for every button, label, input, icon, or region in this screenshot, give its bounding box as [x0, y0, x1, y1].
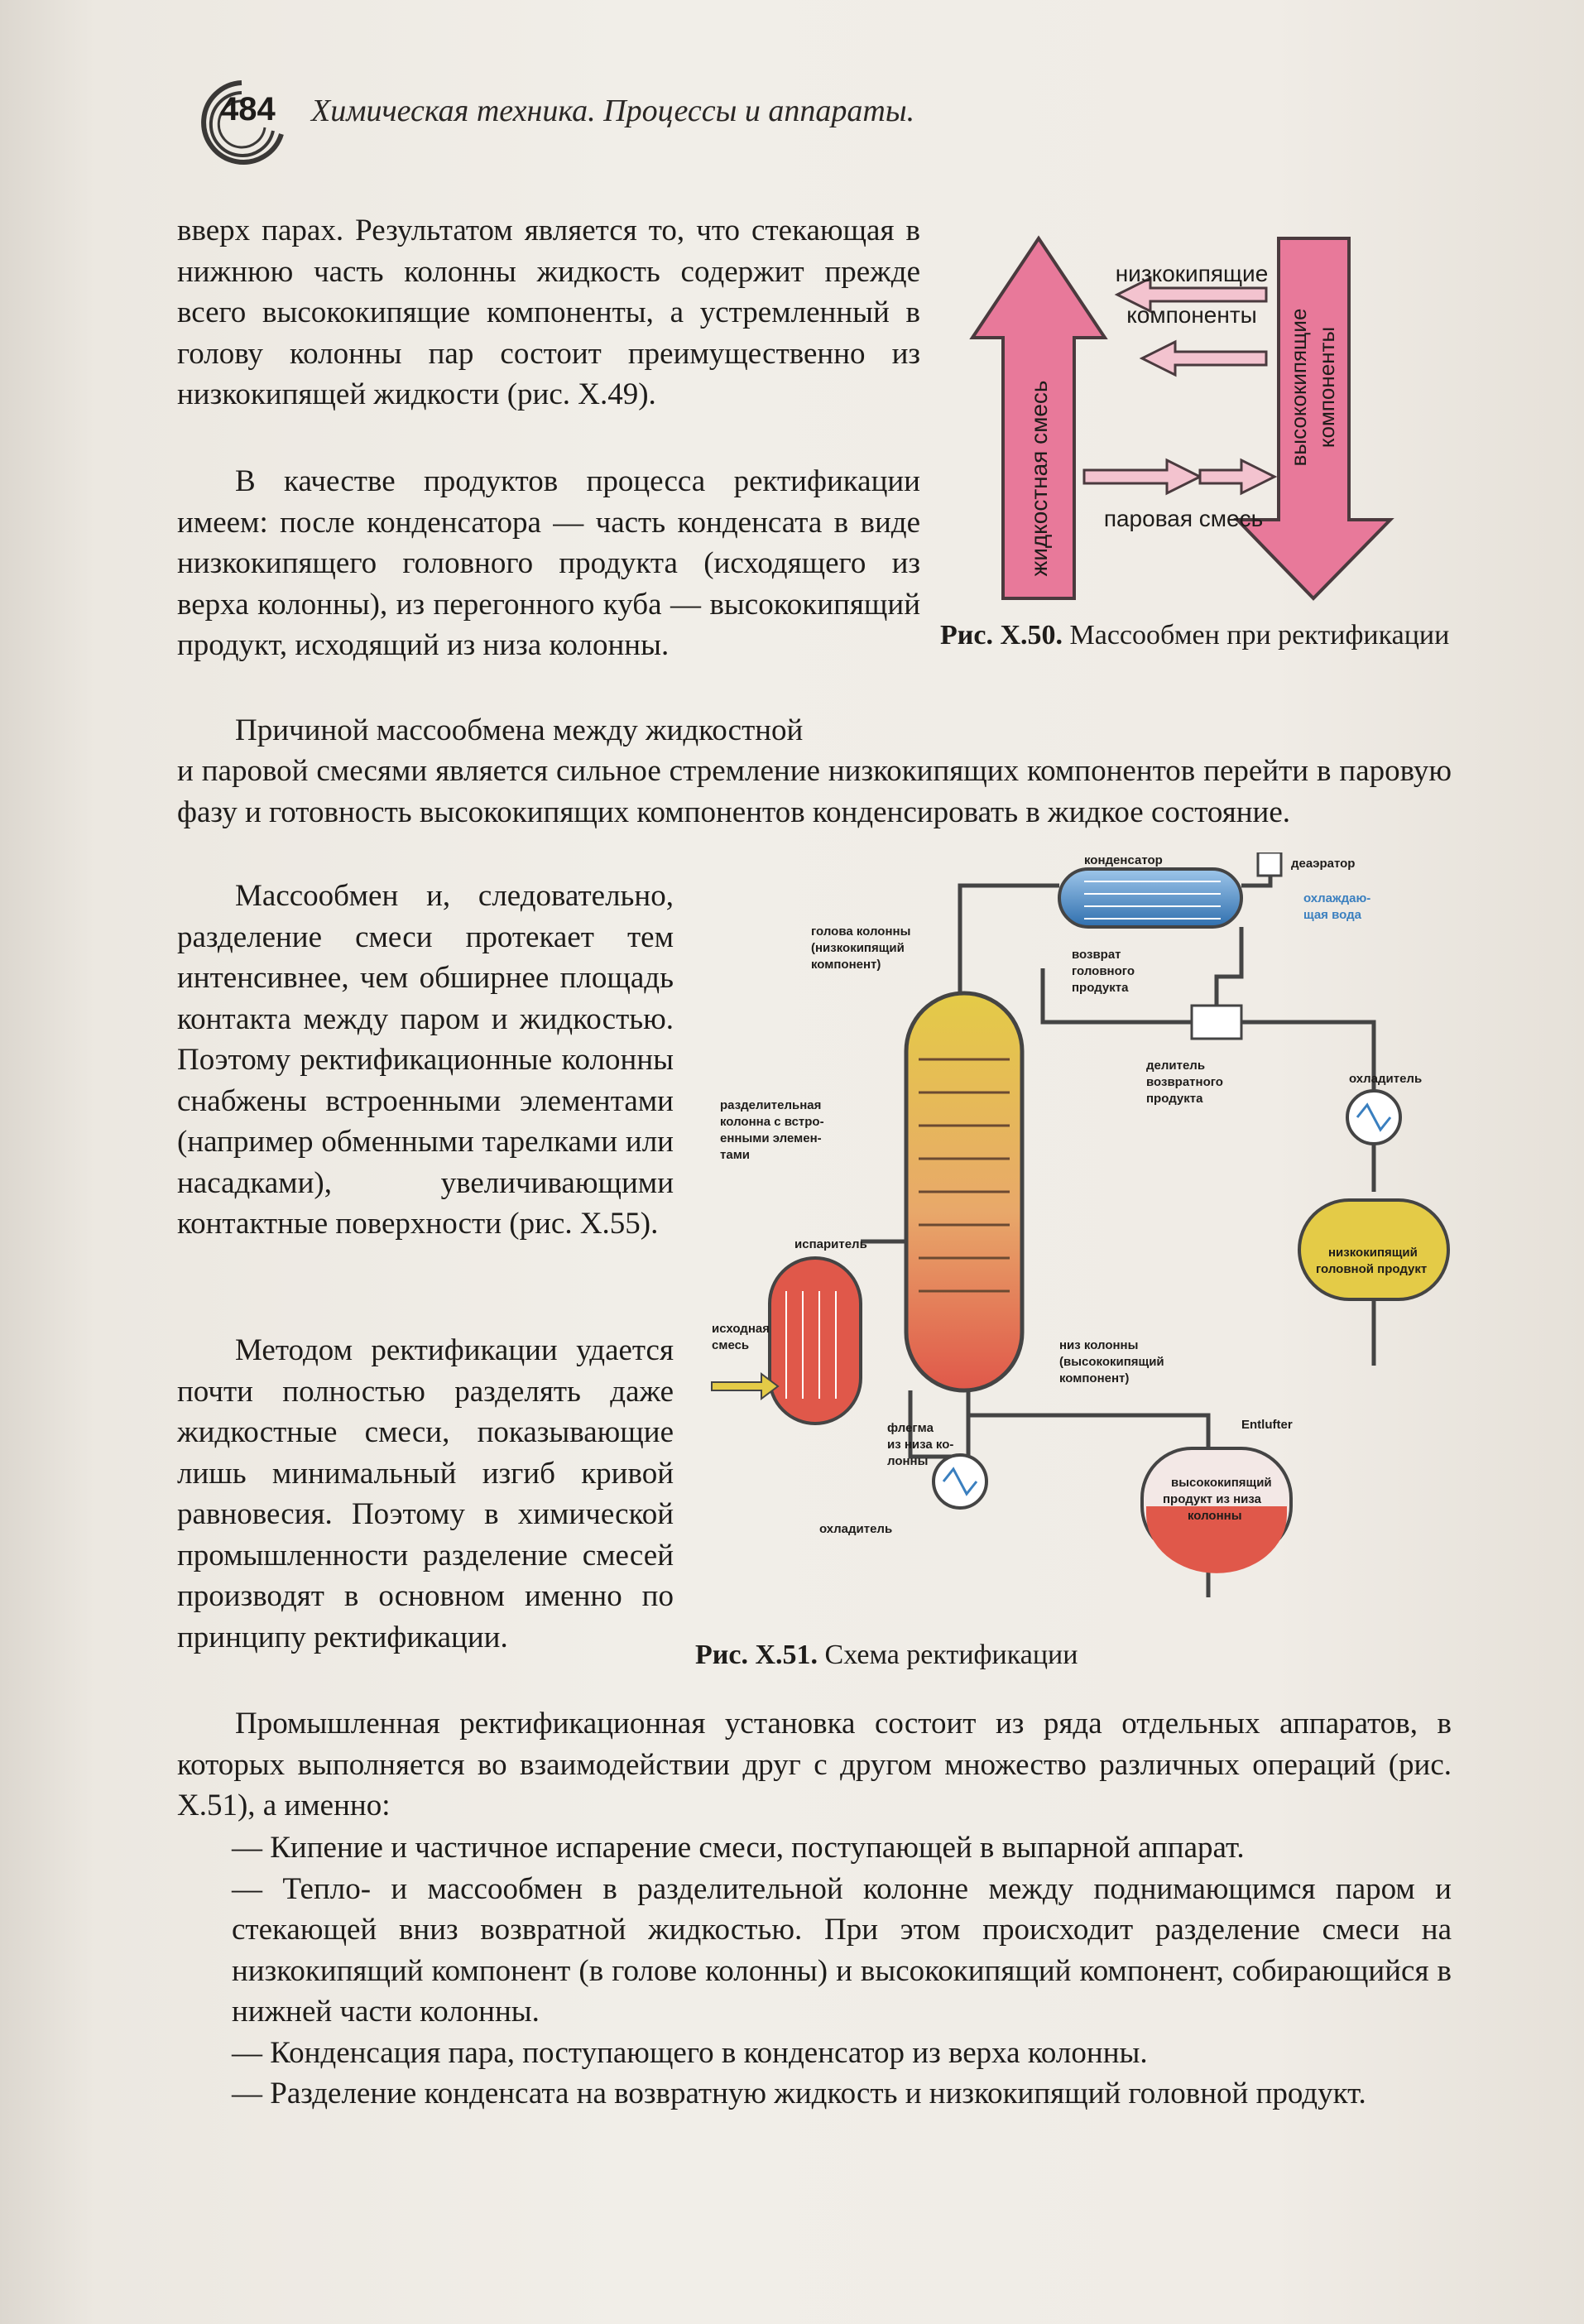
caption-text: Схема ректификации: [824, 1640, 1078, 1670]
deaerator-valve: [1258, 852, 1281, 876]
label-vapor-mix: паровая смесь: [1103, 506, 1264, 531]
paragraph-text: В качестве продуктов процесса ректификации имеем: после конденсатора — часть конденсата в виде низкокипящего головного продукта (исходящего из верха колонны), из перегонного куба — высококипящий продукт, исходящий из низа колонны.: [177, 464, 920, 662]
paragraph-6: [177, 1703, 1452, 1827]
label-condenser: конденсатор: [1084, 853, 1163, 867]
label-bottom-product-3: колонны: [1188, 1509, 1242, 1523]
label-column-head-2: (низкокипящий: [811, 941, 905, 955]
paragraph-text: и паровой смесями является сильное стремление низкокипящих компонентов перейти в паровую фазу и готовность высококипящих компонентов конденсировать в жидкое состояние.: [177, 754, 1452, 829]
paragraph-3-rest: [177, 751, 1452, 833]
label-cooling-water-2: щая вода: [1303, 908, 1361, 922]
label-feed-1: исходная: [712, 1322, 770, 1336]
paragraph-text: Методом ректификации удается почти полностью разделять даже жидкостные смеси, показывающие лишь минимальный изгиб кривой равновесия. Поэтому в химической промышленности разделение смесей производят в основном именно по принципу ректификации.: [177, 1333, 674, 1654]
label-column-head-1: голова колонны: [811, 924, 911, 939]
label-splitter-3: продукта: [1146, 1092, 1203, 1106]
label-bottom-3: компонент): [1059, 1371, 1130, 1385]
figure-x51-caption: [695, 1637, 1324, 1673]
label-sep-column-4: тами: [720, 1148, 751, 1162]
figure-x50-mass-exchange-diagram: [952, 230, 1415, 611]
label-cooler-top: охладитель: [1349, 1072, 1423, 1086]
list-item: — Кипение и частичное испарение смеси, поступающей в выпарной аппарат.: [232, 1831, 1245, 1865]
running-title: Химическая техника. Процессы и аппараты.: [311, 94, 915, 128]
label-cooler-bottom: охладитель: [819, 1522, 893, 1536]
label-phlegm-3: лонны: [887, 1454, 929, 1468]
list-item: — Тепло- и массообмен в разделительной колонне между поднимающимся паром и стекающей вниз возвратной жидкостью. При этом происходит разделение смеси на низкокипящий компонент (в голове колонны) и высококипящий компонент, собирающийся в нижней части колонны.: [232, 1871, 1452, 2029]
label-return-2: головного: [1072, 964, 1135, 978]
label-sep-column-3: енными элемен-: [720, 1131, 822, 1145]
label-splitter-2: возвратного: [1146, 1075, 1223, 1089]
label-entlufter: Entlufter: [1241, 1418, 1293, 1432]
paragraph-text: Промышленная ректификационная установка состоит из ряда отдельных аппаратов, в которых выполняется во взаимодействии друг с другом множество различных операций (рис. X.51), а именно:: [177, 1707, 1452, 1822]
caption-text: Массообмен при ректификации: [1069, 620, 1450, 651]
label-bottom-2: (высококипящий: [1059, 1355, 1164, 1369]
figure-x50-caption: [940, 617, 1453, 654]
paragraph-4: [177, 876, 674, 1245]
label-sep-column-1: разделительная: [720, 1098, 822, 1112]
label-low-boiling-1: низкокипящие: [1115, 261, 1269, 286]
label-return-3: продукта: [1072, 981, 1129, 995]
caption-label: Рис. X.50.: [940, 620, 1063, 651]
label-bottom-product-2: продукт из низа: [1163, 1492, 1261, 1506]
label-high-boiling-1: высококипящие: [1286, 308, 1311, 467]
paragraph-3-first-line: [177, 710, 920, 751]
list-item: — Конденсация пара, поступающего в конденсатор из верха колонны.: [232, 2035, 1148, 2070]
small-arrow-right-2: [1200, 460, 1274, 493]
small-arrow-left-2: [1142, 342, 1266, 375]
label-phlegm-2: из низа ко-: [887, 1438, 954, 1452]
label-high-boiling-2: компоненты: [1314, 326, 1339, 449]
paragraph-5: [177, 1330, 674, 1658]
label-top-product-2: головной продукт: [1316, 1262, 1428, 1276]
label-sep-column-2: колонна с встро-: [720, 1115, 824, 1129]
paragraph-text: Массообмен и, следовательно, разделение смеси протекает тем интенсивнее, чем обширнее площадь контакта между паром и жидкостью. Поэтому ректификационные колонны снабжены встроенными элементами (например обменными тарелками или насадками), увеличивающими контактные поверхности (рис. X.55).: [177, 879, 674, 1241]
paragraph-text: Причиной массообмена между жидкостной: [235, 713, 804, 747]
label-deaerator: деаэратор: [1291, 857, 1356, 871]
splitter-valve: [1192, 1006, 1241, 1039]
list-item: — Разделение конденсата на возвратную жидкость и низкокипящий головной продукт.: [232, 2077, 1366, 2110]
operations-list: [232, 1827, 1452, 2115]
label-bottom-product-1: высококипящий: [1171, 1476, 1272, 1490]
label-evaporator: испаритель: [794, 1237, 867, 1251]
paragraph-text: вверх парах. Результатом является то, что стекающая в нижнюю часть колонны жидкость содержит прежде всего высококипящие компоненты, а устремленный в голову колонны пар состоит преимущественно из низкокипящей жидкости (рис. X.49).: [177, 214, 920, 411]
caption-label: Рис. X.51.: [695, 1640, 818, 1670]
label-splitter-1: делитель: [1146, 1059, 1206, 1073]
figure-x51-rectification-scheme: [695, 852, 1457, 1622]
label-column-head-3: компонент): [811, 958, 881, 972]
label-feed-2: смесь: [712, 1338, 750, 1352]
label-liquid-mix: жидкостная смесь: [1026, 380, 1052, 577]
label-return-1: возврат: [1072, 948, 1121, 962]
label-cooling-water-1: охлаждаю-: [1303, 891, 1371, 905]
paragraph-1: [177, 210, 920, 415]
paragraph-2: [177, 461, 920, 666]
label-low-boiling-2: компоненты: [1126, 302, 1257, 328]
page-header: [184, 76, 1409, 167]
page-number: 484: [220, 91, 276, 127]
label-phlegm-1: флегма: [887, 1421, 934, 1435]
label-top-product-1: низкокипящий: [1328, 1246, 1418, 1260]
evaporator: [770, 1258, 861, 1424]
small-arrow-right-1: [1084, 460, 1200, 493]
label-bottom-1: низ колонны: [1059, 1338, 1139, 1352]
